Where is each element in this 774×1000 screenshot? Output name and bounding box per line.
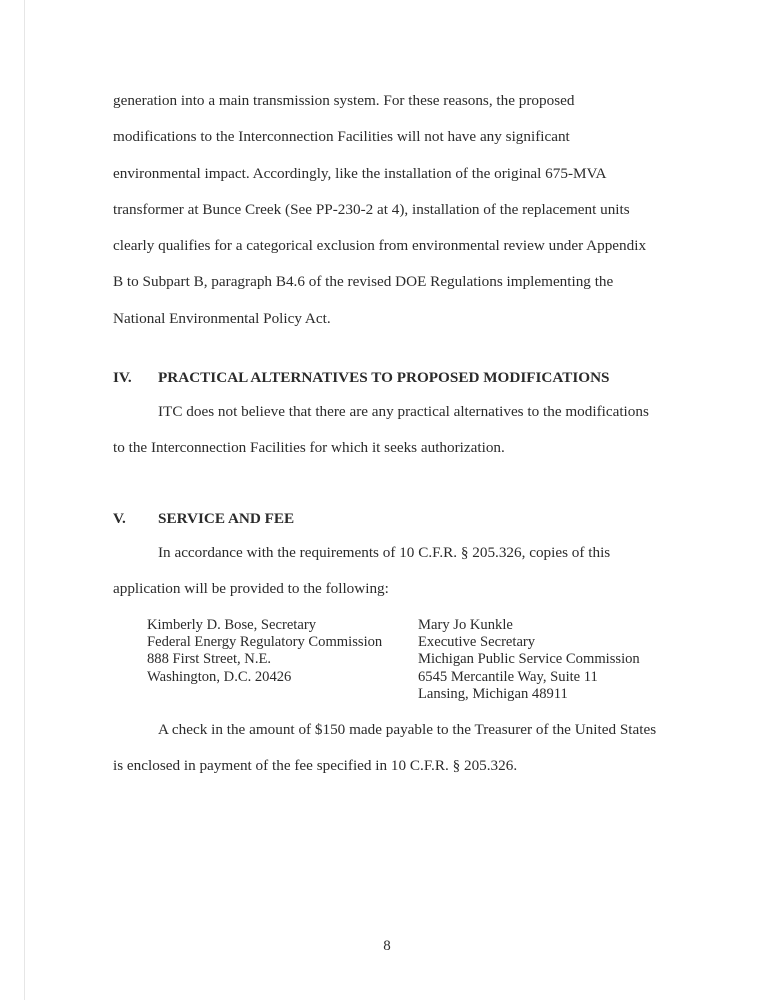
page-number: 8 — [383, 938, 391, 954]
paragraph-line: A check in the amount of $150 made payable to the Treasurer of the United States — [158, 721, 657, 738]
address-line: Kimberly D. Bose, Secretary — [147, 617, 316, 633]
page-edge — [24, 0, 25, 1000]
paragraph-line: modifications to the Interconnection Facilities will not have any significant — [113, 128, 570, 146]
paragraph-line: In accordance with the requirements of 10 C.F.R. § 205.326, copies of this — [158, 544, 611, 561]
paragraph-line: generation into a main transmission system. For these reasons, the proposed — [113, 92, 575, 109]
recipient-address-mpsc — [418, 617, 640, 703]
paragraph-line: transformer at Bunce Creek (See PP-230-2 at 4), installation of the replacement units — [113, 200, 630, 218]
practical-alternatives-paragraph — [113, 394, 673, 467]
paragraph-line: is enclosed in payment of the fee specified in 10 C.F.R. § 205.326. — [113, 757, 518, 775]
environmental-impact-paragraph — [113, 83, 673, 337]
address-line: Lansing, Michigan 48911 — [418, 685, 568, 702]
paragraph-line: ITC does not believe that there are any practical alternatives to the modifications — [158, 403, 649, 420]
section-title: SERVICE AND FEE — [158, 510, 295, 527]
section-v-heading — [113, 510, 294, 528]
paragraph-line: clearly qualifies for a categorical exclusion from environmental review under Appendix — [113, 237, 647, 255]
section-number: IV. — [113, 369, 132, 386]
address-line: 888 First Street, N.E. — [147, 651, 272, 668]
service-intro-paragraph — [113, 535, 673, 608]
address-line: Federal Energy Regulatory Commission — [147, 634, 383, 651]
fee-paragraph — [113, 712, 673, 785]
address-line: Executive Secretary — [418, 634, 536, 651]
recipient-address-ferc — [147, 617, 382, 686]
address-line: 6545 Mercantile Way, Suite 11 — [418, 668, 598, 685]
paragraph-line: to the Interconnection Facilities for which it seeks authorization. — [113, 439, 505, 457]
paragraph-line: B to Subpart B, paragraph B4.6 of the revised DOE Regulations implementing the — [113, 273, 614, 291]
paragraph-line: environmental impact. Accordingly, like the installation of the original 675-MVA — [113, 164, 607, 182]
paragraph-line: National Environmental Policy Act. — [113, 309, 331, 327]
paragraph-line: application will be provided to the following: — [113, 580, 389, 598]
address-line: Washington, D.C. 20426 — [147, 668, 292, 685]
section-number: V. — [113, 510, 126, 527]
section-iv-heading — [113, 369, 610, 387]
address-line: Michigan Public Service Commission — [418, 651, 640, 668]
address-line: Mary Jo Kunkle — [418, 617, 513, 633]
section-title: PRACTICAL ALTERNATIVES TO PROPOSED MODIFICATIONS — [158, 369, 610, 386]
